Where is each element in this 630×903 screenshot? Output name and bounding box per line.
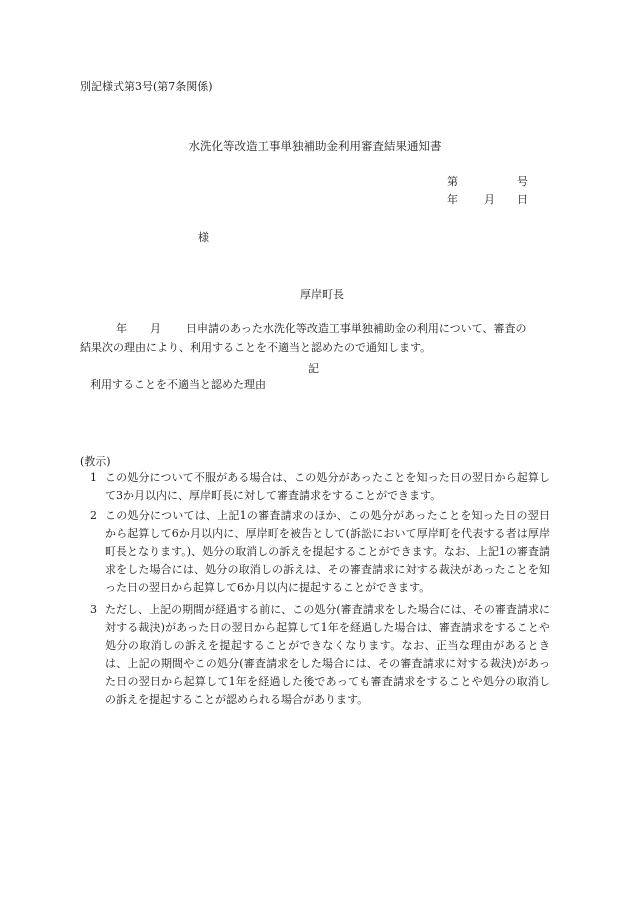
ki-marker: 記 [308, 362, 319, 375]
document-title: 水洗化等改造工事単独補助金利用審査結果通知書 [188, 139, 442, 153]
body-line-1-text: 日申請のあった水洗化等改造工事単独補助金の利用について、審査の [186, 322, 527, 335]
addressee-suffix: 様 [198, 231, 209, 244]
date-year: 年 [447, 193, 458, 206]
issuer-name: 厚岸町長 [300, 288, 344, 301]
number-suffix: 号 [517, 175, 528, 188]
form-label: 別記様式第3号(第7条関係) [80, 80, 213, 93]
document-number [447, 175, 527, 189]
body-month: 月 [150, 322, 161, 335]
body-year: 年 [116, 322, 127, 335]
instruction-number: 3 [90, 603, 97, 616]
instruction-number: 1 [90, 471, 97, 484]
instruction-text: ただし、上記の期間が経過する前に、この処分(審査請求をした場合には、その審査請求に対する裁決)があった日の翌日から起算して1年を経過した場合は、審査請求をすることや処分の取消しの訴えを提起することができなくなります。なお、正当な理由があるときは、上記の期間やこの処分(審査請求をした場合には、その審査請求に対する裁決)があった日の翌日から起算して1年を経過した後であっても審査請求をすることや処分の取消しの訴えを提起することが認められる場合があります。 [105, 603, 550, 706]
reason-heading: 利用することを不適当と認めた理由 [90, 378, 266, 391]
date-day: 日 [517, 193, 528, 206]
number-prefix: 第 [447, 175, 458, 188]
body-line-2: 結果次の理由により、利用することを不適当と認めたので通知します。 [80, 341, 432, 354]
body-line-1 [116, 322, 526, 336]
instruction-number: 2 [90, 509, 97, 522]
instruction-text: この処分については、上記1の審査請求のほか、この処分があったことを知った日の翌日から起算して6か月以内に、厚岸町を被告として(訴訟において厚岸町を代表する者は厚岸町長となります。)、処分の取消しの訴えを提起することができます。なお、上記1の審査請求をした場合には、処分の取消しの訴えは、その審査請求に対する裁決があったことを知った日の翌日から起算して6か月以内に提起することができます。 [105, 509, 550, 594]
date-month: 月 [484, 193, 495, 206]
instruction-heading: (教示) [80, 455, 111, 468]
instruction-text: この処分について不服がある場合は、この処分があったことを知った日の翌日から起算して3か月以内に、厚岸町長に対して審査請求をすることができます。 [105, 471, 550, 502]
